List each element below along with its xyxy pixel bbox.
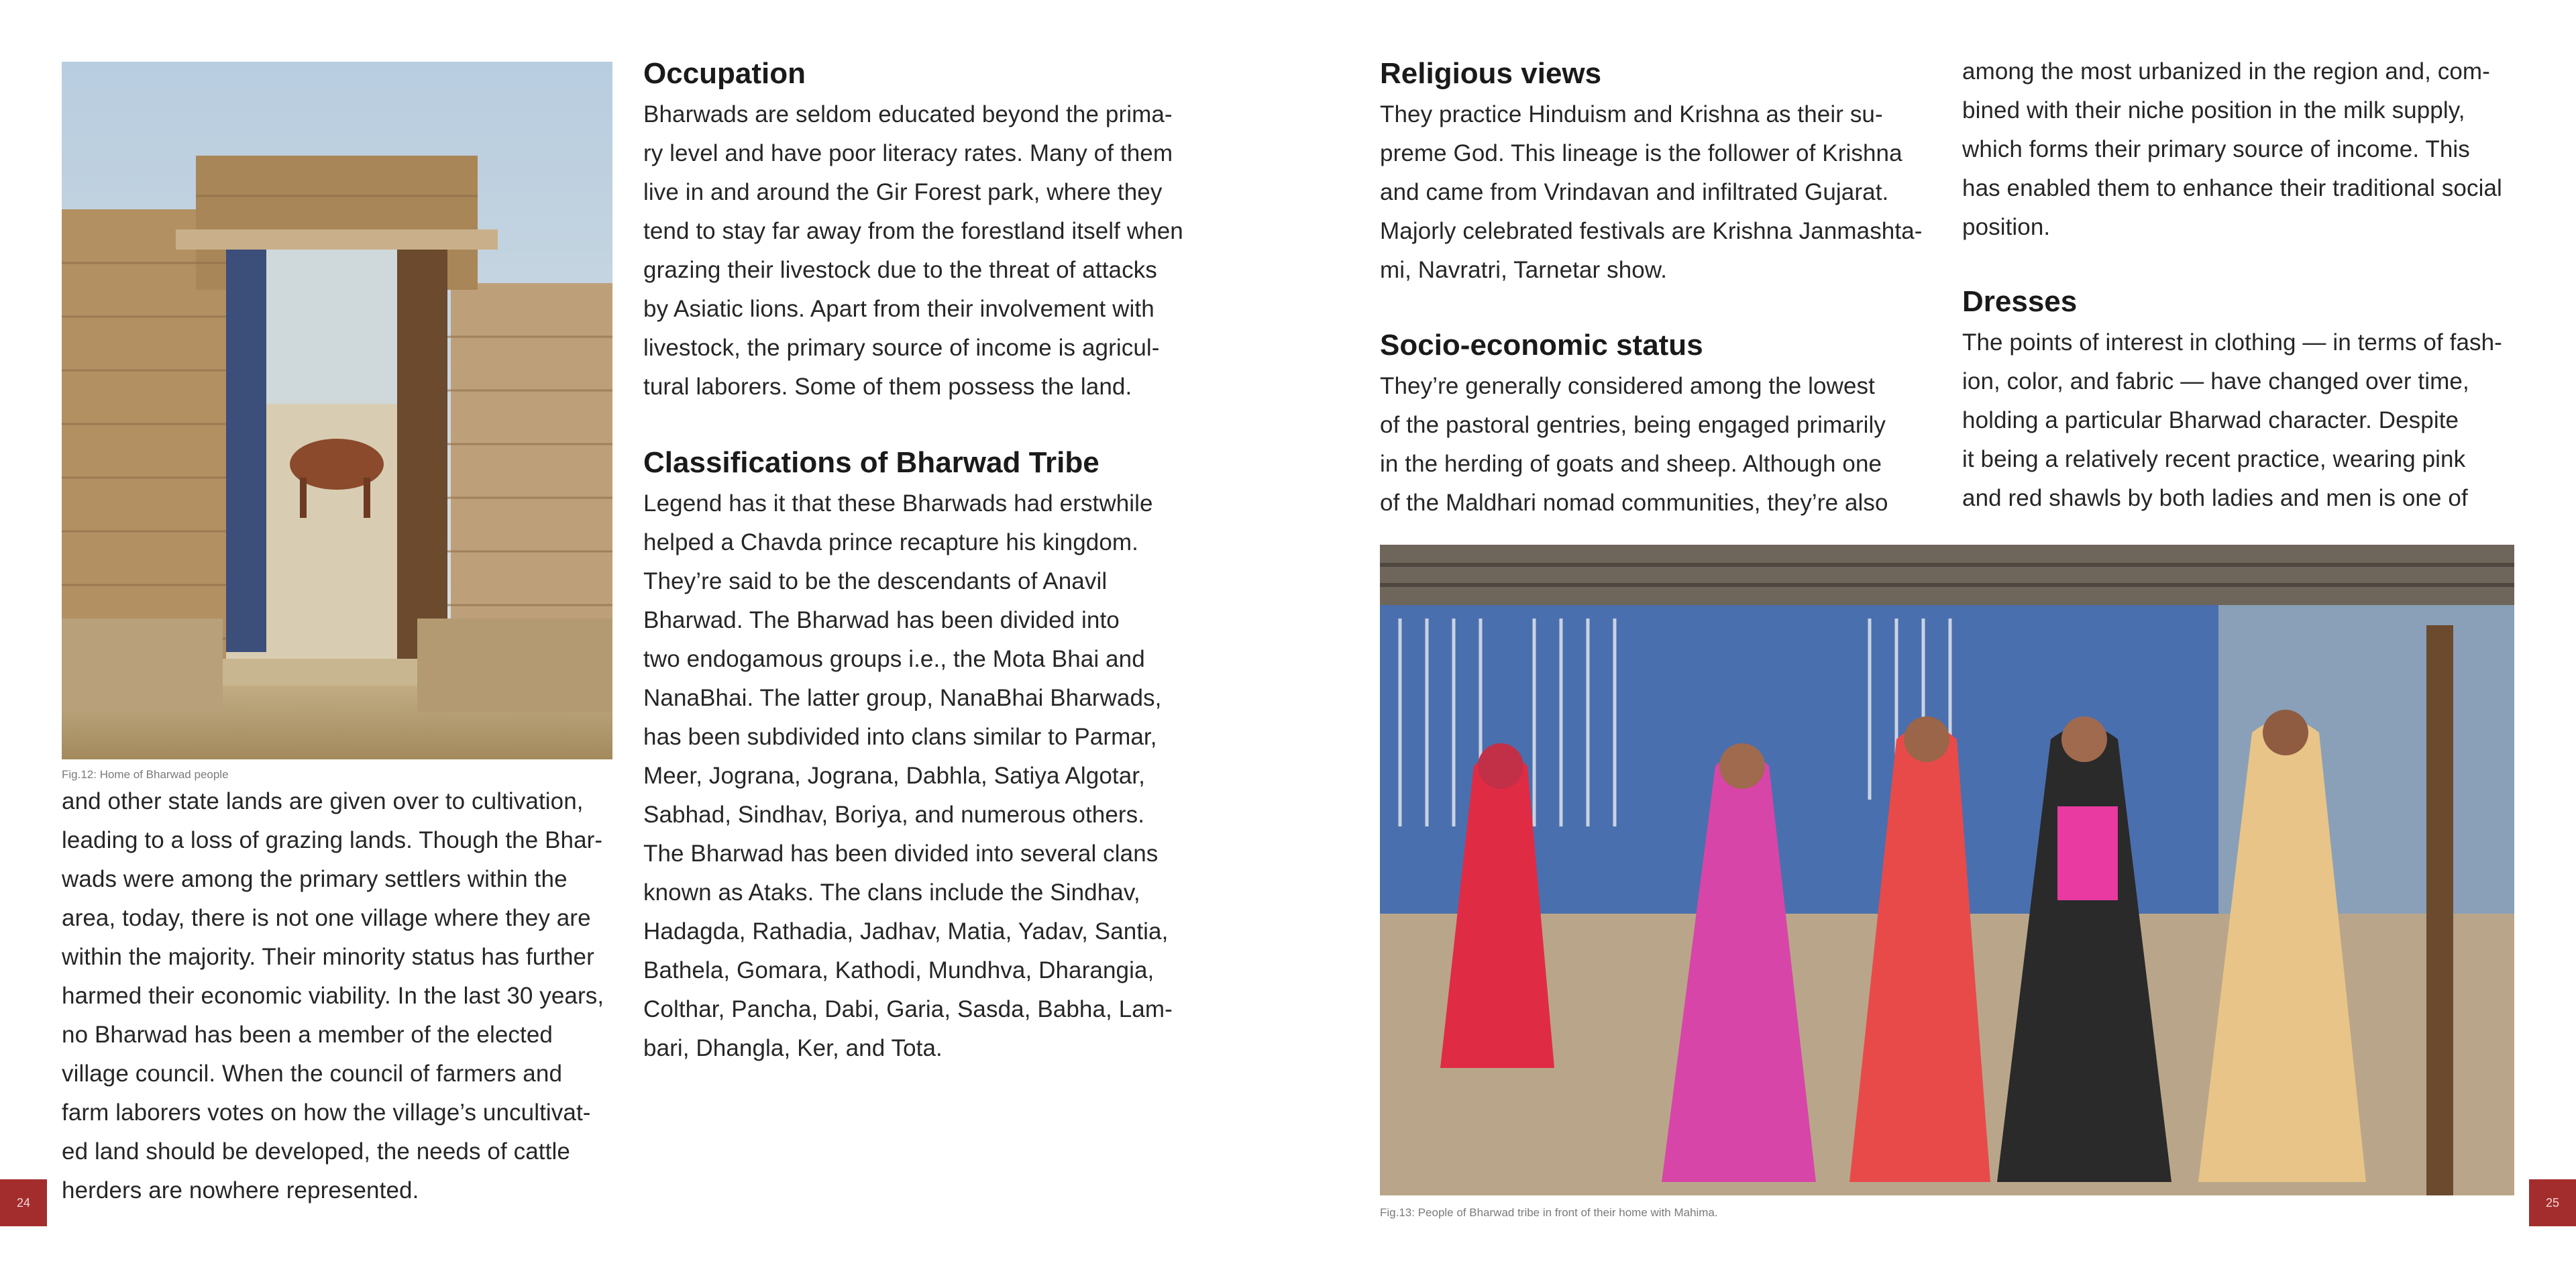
body-text-continued-right: among the most urbanized in the region and, com- bined with their niche position in the milk supply, which forms their primary source of income. This has enabled them to enhance their traditional social position.	[1962, 58, 2502, 240]
heading-occupation: Occupation	[643, 57, 806, 90]
photo-bharwad-home	[62, 62, 612, 759]
page-number-right: 25	[2529, 1179, 2576, 1226]
body-text-occupation: Bharwads are seldom educated beyond the prima- ry level and have poor literacy rates. Many of them live in and around the Gir Forest park, where they tend to stay far away from the forestland itself when grazing their livestock due to the threat of attacks by Asiatic lions. Apart from their involvement with livestock, the primary source of income is agricul- tural laborers. Some of them possess the land.	[643, 101, 1183, 400]
doorway-illustration	[62, 62, 612, 759]
body-text-dresses: The points of interest in clothing — in terms of fash- ion, color, and fabric — have changed over time, holding a particular Bharwad character. Despite it being a relatively recent practice, wearing pink and red shawls by both ladies and men is one of	[1962, 329, 2502, 511]
figure-caption: Fig.12: Home of Bharwad people	[62, 768, 229, 781]
body-text-religious-views: They practice Hinduism and Krishna as their su- preme God. This lineage is the follower of Krishna and came from Vrindavan and infiltrated Gujarat. Majorly celebrated festivals are Krishna Janmashta- mi, Navratri, Tarnetar show.	[1380, 101, 1923, 283]
heading-religious-views: Religious views	[1380, 57, 1602, 90]
figure-caption-right: Fig.13: People of Bharwad tribe in front of their home with Mahima.	[1380, 1206, 1718, 1219]
body-text-continued: and other state lands are given over to cultivation, leading to a loss of grazing lands. Though the Bhar- wads were among the primary settlers within the area, today, there is not one village where they are within the majority. Their minority status has further harmed their economic viability. In the last 30 years, no Bharwad has been a member of the elected village council. When the council of farmers and farm laborers votes on how the village’s uncultivat- ed land should be developed, the needs of cattle herders are nowhere represented.	[62, 788, 604, 1203]
body-text-classifications: Legend has it that these Bharwads had erstwhile helped a Chavda prince recapture his kingdom. They’re said to be the descendants of Anavil Bharwad. The Bharwad has been divided into two endogamous groups i.e., the Mota Bhai and NanaBhai. The latter group, NanaBhai Bharwads, has been subdivided into clans similar to Parmar, Meer, Jograna, Jograna, Dabhla, Satiya Algotar, Sabhad, Sindhav, Boriya, and numerous others. The Bharwad has been divided into several clans known as Ataks. The clans include the Sindhav, Hadagda, Rathadia, Jadhav, Matia, Yadav, Santia, Bathela, Gomara, Kathodi, Mundhva, Dharangia, Colthar, Pancha, Dabi, Garia, Sasda, Babha, Lam- bari, Dhangla, Ker, and Tota.	[643, 490, 1173, 1061]
right-page	[1288, 0, 2576, 1288]
heading-socio-economic: Socio-economic status	[1380, 329, 1703, 362]
heading-classifications: Classifications of Bharwad Tribe	[643, 446, 1099, 479]
page-number-left: 24	[0, 1179, 47, 1226]
heading-dresses: Dresses	[1962, 285, 2078, 318]
body-text-socio-economic: They’re generally considered among the lowest of the pastoral gentries, being engaged primarily in the herding of goats and sheep. Although one of the Maldhari nomad communities, they’re also	[1380, 373, 1888, 516]
photo-bharwad-people	[1380, 545, 2514, 1195]
people-illustration	[1380, 545, 2514, 1195]
